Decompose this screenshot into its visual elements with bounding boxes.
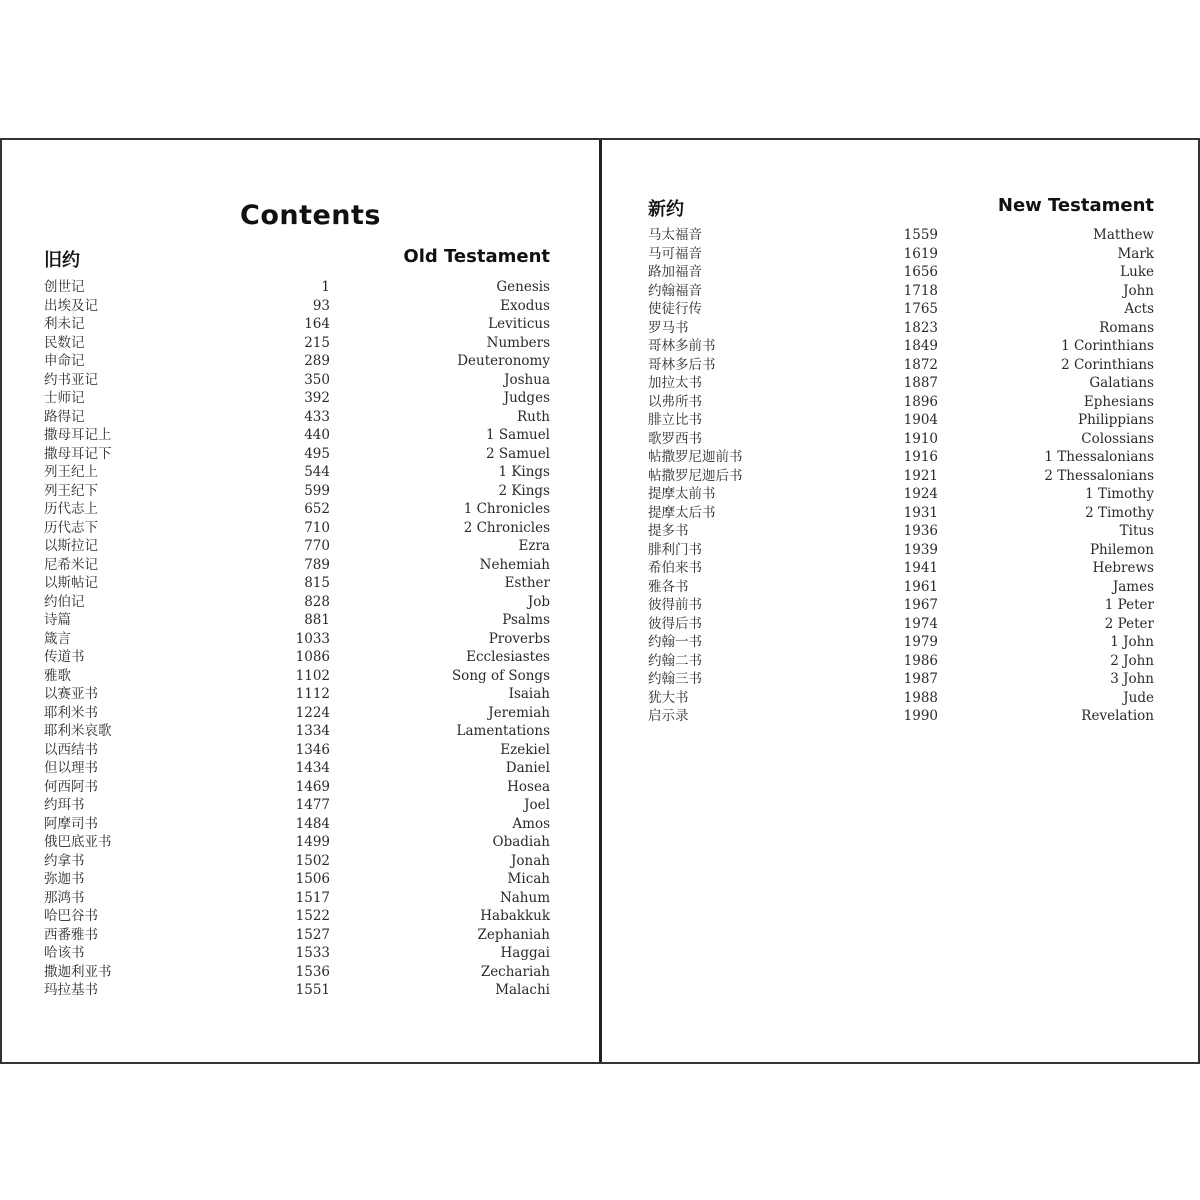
book-name-cn: 撒母耳记上: [44, 427, 112, 443]
toc-row: [44, 537, 550, 556]
toc-row: [44, 278, 550, 297]
page-number: 1988: [903, 689, 938, 706]
old-testament-list: [44, 278, 550, 1000]
page-number: 1765: [903, 301, 938, 317]
toc-row: [648, 245, 1154, 264]
page-number: 1979: [903, 634, 938, 650]
toc-row: [648, 485, 1154, 504]
book-name-en: Zechariah: [480, 963, 550, 980]
book-name-en: Malachi: [495, 982, 550, 998]
book-name-cn: 列王纪下: [44, 482, 98, 499]
page-number: 1551: [295, 982, 330, 998]
old-testament-heading-cn: 旧约: [44, 250, 80, 271]
toc-row: [648, 670, 1154, 689]
page-number: 1527: [295, 926, 330, 943]
book-name-cn: 撒母耳记下: [44, 445, 112, 462]
page-number: 93: [312, 297, 330, 314]
book-name-cn: 哥林多后书: [648, 356, 716, 373]
toc-row: [44, 722, 550, 741]
book-name-cn: 帖撒罗尼迦前书: [648, 449, 743, 465]
toc-row: [648, 393, 1154, 412]
book-name-cn: 申命记: [44, 353, 85, 369]
book-name-cn: 约书亚记: [44, 371, 98, 388]
toc-row: [44, 685, 550, 704]
book-name-en: Luke: [1120, 264, 1154, 280]
page-number: 1224: [295, 704, 330, 721]
book-name-cn: 提摩太后书: [648, 504, 716, 521]
toc-row: [44, 593, 550, 612]
book-name-en: 1 Timothy: [1085, 486, 1154, 502]
book-name-en: 1 Samuel: [486, 427, 550, 443]
page-number: 1533: [295, 945, 330, 961]
book-name-cn: 弥迦书: [44, 871, 85, 887]
book-name-en: Nehemiah: [479, 556, 550, 573]
book-name-en: Micah: [507, 871, 550, 887]
book-name-cn: 列王纪上: [44, 464, 98, 480]
book-name-en: 2 Timothy: [1085, 504, 1154, 521]
toc-row: [648, 707, 1154, 726]
book-name-cn: 哈巴谷书: [44, 908, 98, 924]
book-name-en: Titus: [1119, 523, 1154, 539]
book-name-en: Psalms: [502, 612, 550, 628]
book-name-cn: 腓立比书: [648, 412, 702, 428]
book-name-en: Genesis: [496, 279, 550, 295]
page-number: 1941: [903, 560, 938, 576]
book-name-cn: 雅歌: [44, 667, 71, 684]
book-name-cn: 帖撒罗尼迦后书: [648, 467, 743, 484]
toc-row: [44, 889, 550, 908]
toc-row: [648, 226, 1154, 245]
toc-row: [44, 907, 550, 926]
toc-row: [44, 704, 550, 723]
book-name-en: Hebrews: [1092, 560, 1154, 576]
page-number: 710: [304, 519, 330, 536]
book-name-en: Galatians: [1089, 375, 1154, 391]
book-name-cn: 约翰三书: [648, 671, 702, 687]
book-name-en: 2 Samuel: [486, 445, 550, 462]
book-name-cn: 约翰二书: [648, 652, 702, 669]
page-number: 1872: [903, 356, 938, 373]
book-name-cn: 何西阿书: [44, 778, 98, 795]
toc-row: [648, 578, 1154, 597]
book-name-cn: 士师记: [44, 390, 85, 406]
toc-row: [44, 611, 550, 630]
book-name-en: Ezra: [518, 538, 550, 554]
page-number: 392: [304, 390, 330, 406]
page-number: 1559: [903, 227, 938, 243]
book-name-cn: 但以理书: [44, 760, 98, 776]
book-name-en: Proverbs: [488, 630, 550, 647]
book-name-en: 3 John: [1110, 671, 1154, 687]
left-page: [0, 140, 599, 1062]
page-number: 1334: [295, 723, 330, 739]
toc-row: [648, 319, 1154, 338]
page-number: 1904: [903, 412, 938, 428]
toc-row: [44, 963, 550, 982]
toc-row: [44, 389, 550, 408]
book-name-en: Mark: [1117, 245, 1154, 262]
book-name-en: 1 Kings: [498, 464, 550, 480]
toc-row: [44, 315, 550, 334]
toc-row: [648, 448, 1154, 467]
new-testament-heading: [648, 195, 1154, 221]
book-name-en: John: [1123, 282, 1154, 299]
toc-row: [648, 633, 1154, 652]
page-number: 815: [304, 575, 330, 591]
toc-row: [44, 926, 550, 945]
right-page: [599, 140, 1200, 1062]
book-name-cn: 提摩太前书: [648, 486, 716, 502]
page-number: 495: [304, 445, 330, 462]
book-name-en: Habakkuk: [480, 908, 550, 924]
contents-title: Contents: [240, 200, 382, 231]
old-testament-heading: [44, 246, 550, 272]
toc-row: [44, 519, 550, 538]
book-name-en: Ecclesiastes: [466, 649, 550, 665]
book-name-en: 2 Kings: [498, 482, 550, 499]
toc-row: [44, 463, 550, 482]
page-number: 1502: [295, 852, 330, 869]
book-name-cn: 玛拉基书: [44, 982, 98, 998]
book-name-cn: 歌罗西书: [648, 430, 702, 447]
page-number: 1102: [295, 667, 330, 684]
book-name-cn: 使徒行传: [648, 301, 702, 317]
page-number: 1656: [903, 264, 938, 280]
book-name-cn: 耶利米书: [44, 704, 98, 721]
toc-row: [648, 411, 1154, 430]
book-name-cn: 那鸿书: [44, 889, 85, 906]
book-name-cn: 雅各书: [648, 578, 689, 595]
toc-row: [648, 374, 1154, 393]
toc-row: [44, 796, 550, 815]
book-name-cn: 以西结书: [44, 741, 98, 758]
toc-row: [648, 300, 1154, 319]
book-name-en: Jonah: [511, 852, 550, 869]
book-name-en: Matthew: [1093, 227, 1154, 243]
toc-row: [44, 352, 550, 371]
book-name-en: Amos: [512, 815, 550, 832]
toc-row: [44, 667, 550, 686]
toc-row: [648, 263, 1154, 282]
book-name-cn: 约翰一书: [648, 634, 702, 650]
page-number: 1506: [295, 871, 330, 887]
toc-row: [648, 559, 1154, 578]
page-number: 881: [304, 612, 330, 628]
toc-row: [44, 630, 550, 649]
book-name-en: 2 John: [1110, 652, 1154, 669]
book-name-en: Revelation: [1081, 708, 1154, 724]
book-name-cn: 罗马书: [648, 319, 689, 336]
page-number: 544: [304, 464, 330, 480]
page-number: 164: [304, 316, 330, 332]
page-number: 1921: [903, 467, 938, 484]
toc-row: [648, 541, 1154, 560]
book-name-cn: 箴言: [44, 630, 71, 647]
book-name-en: Job: [527, 593, 550, 610]
toc-row: [44, 556, 550, 575]
book-name-cn: 阿摩司书: [44, 815, 98, 832]
page-number: 1990: [903, 708, 938, 724]
book-name-cn: 耶利米哀歌: [44, 723, 112, 739]
book-name-cn: 约翰福音: [648, 282, 702, 299]
book-name-en: Ruth: [517, 408, 550, 425]
toc-row: [44, 482, 550, 501]
book-name-cn: 历代志下: [44, 519, 98, 536]
new-testament-heading-en: New Testament: [997, 195, 1154, 216]
toc-row: [44, 297, 550, 316]
book-name-en: Esther: [504, 575, 550, 591]
toc-row: [648, 596, 1154, 615]
book-name-en: Joshua: [504, 371, 550, 388]
toc-row: [648, 282, 1154, 301]
toc-row: [648, 356, 1154, 375]
book-name-en: 1 Chronicles: [463, 501, 550, 517]
toc-row: [44, 981, 550, 1000]
book-name-cn: 路加福音: [648, 264, 702, 280]
toc-row: [44, 741, 550, 760]
page-number: 1536: [295, 963, 330, 980]
toc-row: [44, 334, 550, 353]
book-name-en: 2 Thessalonians: [1044, 467, 1154, 484]
book-name-cn: 历代志上: [44, 501, 98, 517]
book-name-en: Ephesians: [1083, 393, 1154, 410]
page-number: 433: [304, 408, 330, 425]
page-number: 1916: [903, 449, 938, 465]
book-name-en: 1 Thessalonians: [1044, 449, 1154, 465]
book-name-en: Haggai: [500, 945, 550, 961]
toc-row: [648, 689, 1154, 708]
book-name-en: 2 Chronicles: [463, 519, 550, 536]
page-number: 1967: [903, 597, 938, 613]
toc-row: [44, 759, 550, 778]
book-name-cn: 创世记: [44, 279, 85, 295]
page-number: 1961: [903, 578, 938, 595]
page-number: 1619: [903, 245, 938, 262]
toc-row: [44, 500, 550, 519]
book-name-cn: 提多书: [648, 523, 689, 539]
page-number: 1477: [295, 797, 330, 813]
page-number: 1: [321, 279, 330, 295]
page-number: 1112: [295, 686, 330, 702]
book-name-cn: 彼得后书: [648, 615, 702, 632]
page-number: 770: [304, 538, 330, 554]
toc-row: [648, 615, 1154, 634]
page-number: 599: [304, 482, 330, 499]
toc-row: [44, 648, 550, 667]
book-name-cn: 诗篇: [44, 612, 71, 628]
book-name-en: Numbers: [486, 334, 550, 351]
page-number: 1931: [903, 504, 938, 521]
page-number: 1924: [903, 486, 938, 502]
page-number: 1987: [903, 671, 938, 687]
toc-row: [44, 408, 550, 427]
page-number: 789: [304, 556, 330, 573]
toc-row: [648, 430, 1154, 449]
page-number: 350: [304, 371, 330, 388]
book-name-en: Judges: [503, 390, 550, 406]
page-number: 1033: [295, 630, 330, 647]
page-number: 1910: [903, 430, 938, 447]
book-name-en: Deuteronomy: [457, 353, 550, 369]
book-name-en: 1 Corinthians: [1061, 338, 1154, 354]
book-name-en: Jude: [1123, 689, 1154, 706]
book-name-en: 1 John: [1110, 634, 1154, 650]
book-name-en: Ezekiel: [500, 741, 550, 758]
toc-row: [648, 522, 1154, 541]
book-name-en: Joel: [524, 797, 550, 813]
toc-row: [44, 445, 550, 464]
book-name-cn: 马可福音: [648, 245, 702, 262]
page-number: 1936: [903, 523, 938, 539]
book-name-cn: 约拿书: [44, 852, 85, 869]
page-number: 1823: [903, 319, 938, 336]
page-number: 440: [304, 427, 330, 443]
page-number: 1939: [903, 541, 938, 558]
book-name-en: Romans: [1099, 319, 1154, 336]
book-name-cn: 撒迦利亚书: [44, 963, 112, 980]
page-number: 1517: [295, 889, 330, 906]
book-name-en: Jeremiah: [488, 704, 550, 721]
book-name-en: Hosea: [507, 778, 550, 795]
book-name-cn: 哥林多前书: [648, 338, 716, 354]
book-name-en: Lamentations: [456, 723, 550, 739]
toc-row: [44, 852, 550, 871]
page-number: 828: [304, 593, 330, 610]
page-number: 1896: [903, 393, 938, 410]
book-spread: [0, 138, 1200, 1064]
page-number: 1469: [295, 778, 330, 795]
book-name-cn: 哈该书: [44, 945, 85, 961]
page-number: 1718: [903, 282, 938, 299]
book-name-en: Acts: [1124, 301, 1154, 317]
toc-row: [648, 337, 1154, 356]
book-name-cn: 希伯来书: [648, 560, 702, 576]
book-name-cn: 马太福音: [648, 227, 702, 243]
toc-row: [44, 815, 550, 834]
toc-row: [44, 778, 550, 797]
book-name-en: Nahum: [499, 889, 550, 906]
book-name-en: Zephaniah: [477, 926, 550, 943]
book-name-en: 2 Peter: [1104, 615, 1154, 632]
page-number: 289: [304, 353, 330, 369]
new-testament-heading-cn: 新约: [648, 199, 684, 220]
page-number: 1434: [295, 760, 330, 776]
page-number: 1887: [903, 375, 938, 391]
page-number: 1986: [903, 652, 938, 669]
page-number: 1346: [295, 741, 330, 758]
new-testament-list: [648, 226, 1154, 726]
book-name-cn: 以斯拉记: [44, 538, 98, 554]
book-name-en: Exodus: [500, 297, 550, 314]
toc-row: [44, 574, 550, 593]
book-name-en: 2 Corinthians: [1061, 356, 1154, 373]
page-number: 1484: [295, 815, 330, 832]
book-name-cn: 尼希米记: [44, 556, 98, 573]
page-number: 1974: [903, 615, 938, 632]
book-name-en: Song of Songs: [451, 667, 550, 684]
toc-row: [648, 467, 1154, 486]
book-name-cn: 腓利门书: [648, 541, 702, 558]
toc-row: [44, 371, 550, 390]
book-name-en: Colossians: [1081, 430, 1154, 447]
book-name-en: Obadiah: [492, 834, 550, 850]
book-name-en: Daniel: [505, 760, 550, 776]
toc-row: [44, 833, 550, 852]
book-name-cn: 加拉太书: [648, 375, 702, 391]
book-name-cn: 传道书: [44, 649, 85, 665]
toc-row: [44, 426, 550, 445]
page-number: 1522: [295, 908, 330, 924]
book-name-en: 1 Peter: [1104, 597, 1154, 613]
old-testament-heading-en: Old Testament: [403, 246, 550, 267]
book-name-cn: 以弗所书: [648, 393, 702, 410]
book-name-cn: 俄巴底亚书: [44, 834, 112, 850]
toc-row: [648, 652, 1154, 671]
book-name-cn: 路得记: [44, 408, 85, 425]
page-number: 1849: [903, 338, 938, 354]
book-name-cn: 约伯记: [44, 593, 85, 610]
book-name-cn: 出埃及记: [44, 297, 98, 314]
page-number: 1086: [295, 649, 330, 665]
book-name-cn: 犹大书: [648, 689, 689, 706]
book-name-cn: 彼得前书: [648, 597, 702, 613]
book-name-en: James: [1112, 578, 1154, 595]
book-name-cn: 以斯帖记: [44, 575, 98, 591]
page-number: 215: [304, 334, 330, 351]
book-name-cn: 以赛亚书: [44, 686, 98, 702]
page-number: 652: [304, 501, 330, 517]
book-name-cn: 西番雅书: [44, 926, 98, 943]
book-name-cn: 约珥书: [44, 797, 85, 813]
page-number: 1499: [295, 834, 330, 850]
book-name-cn: 利未记: [44, 316, 85, 332]
book-name-en: Philippians: [1077, 412, 1154, 428]
toc-row: [648, 504, 1154, 523]
book-name-cn: 启示录: [648, 708, 689, 724]
toc-row: [44, 944, 550, 963]
book-name-cn: 民数记: [44, 334, 85, 351]
book-name-en: Leviticus: [488, 316, 550, 332]
book-name-en: Philemon: [1089, 541, 1154, 558]
toc-row: [44, 870, 550, 889]
book-name-en: Isaiah: [508, 686, 550, 702]
